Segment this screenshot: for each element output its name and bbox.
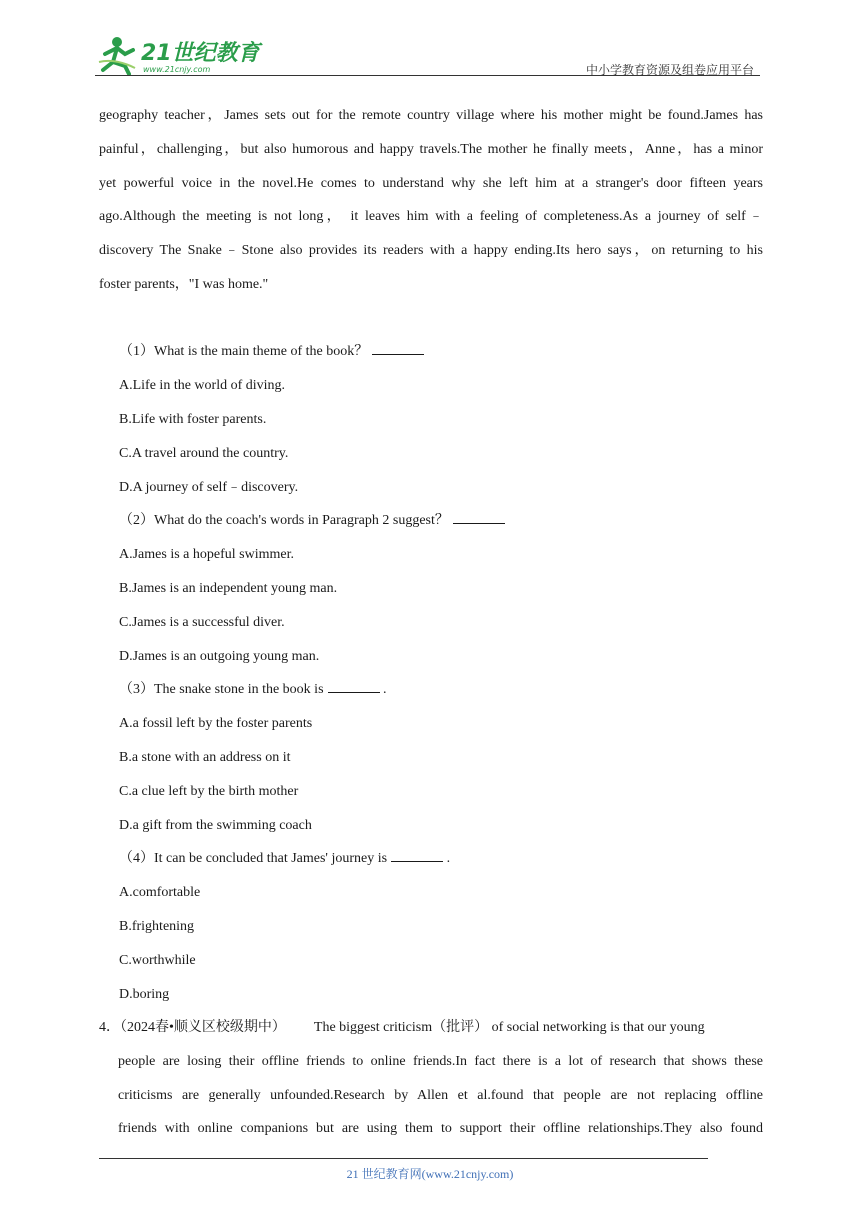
- header-divider: [95, 75, 760, 76]
- answer-blank[interactable]: [372, 342, 424, 355]
- passage-line: ago.Although the meeting is not long， it leaves him with a feeling of completeness.As a journey of self﹣: [99, 209, 763, 225]
- platform-tagline: 中小学教育资源及组卷应用平台: [585, 63, 754, 77]
- question-2-option-a[interactable]: A.James is a hopeful swimmer.: [119, 547, 294, 562]
- passage-line: discovery The Snake﹣Stone also provides its readers with a happy ending.Its hero says，on returning to his: [99, 243, 763, 259]
- question-2-option-b[interactable]: B.James is an independent young man.: [119, 581, 338, 596]
- passage-4-line: criticisms are generally unfounded.Research by Allen et al.found that people are not replacing offline: [118, 1087, 763, 1103]
- question-4-option-b[interactable]: B.frightening: [119, 919, 195, 934]
- question-1-stem: （1）What is the main theme of the book？: [119, 342, 424, 362]
- question-3-stem: （3）The snake stone in the book is .: [119, 682, 387, 697]
- question-3-option-b[interactable]: B.a stone with an address on it: [119, 750, 291, 765]
- logo-title: 21世纪教育: [141, 41, 260, 66]
- passage-4-line: friends with online companions but are using them to support their offline relationships.They also found: [118, 1121, 763, 1137]
- site-logo: [95, 32, 265, 76]
- page-header: [95, 32, 760, 78]
- answer-blank[interactable]: [328, 680, 380, 693]
- question-2-option-d[interactable]: D.James is an outgoing young man.: [119, 649, 320, 664]
- logo-graphic: [95, 32, 265, 76]
- footer-divider: [99, 1158, 708, 1159]
- logo-url: www.21cnjy.com: [143, 65, 211, 74]
- question-1-option-b[interactable]: B.Life with foster parents.: [119, 412, 267, 427]
- question-3-option-a[interactable]: A.a fossil left by the foster parents: [119, 716, 313, 731]
- question-source: （2024春•顺义区校级期中）: [120, 1020, 286, 1035]
- question-4-option-d[interactable]: D.boring: [119, 987, 170, 1002]
- question-2-stem: （2）What do the coach's words in Paragraph 2 suggest？: [119, 511, 505, 531]
- passage-text: [99, 99, 763, 302]
- passage-line: geography teacher，James sets out for the remote country village where his mother might be found.James has: [99, 108, 763, 123]
- question-number: 4．: [99, 1020, 120, 1035]
- question-3-option-d[interactable]: D.a gift from the swimming coach: [119, 818, 312, 833]
- question-1-option-a[interactable]: A.Life in the world of diving.: [119, 378, 286, 393]
- question-1-option-c[interactable]: C.A travel around the country.: [119, 446, 289, 461]
- passage-line: painful，challenging，but also humorous and happy travels.The mother he finally meets，Anne，has a minor: [99, 141, 763, 157]
- answer-blank[interactable]: [453, 511, 505, 524]
- passage-4-line: people are losing their offline friends to online friends.In fact there is a lot of research that shows these: [118, 1053, 763, 1069]
- passage-4-line: 4．（2024春•顺义区校级期中） The biggest criticism（批评） of social networking is that our young: [99, 1020, 705, 1035]
- passage-4: [99, 1011, 763, 1146]
- question-4-option-c[interactable]: C.worthwhile: [119, 953, 196, 968]
- passage-line: yet powerful voice in the novel.He comes to understand why she left him at a stranger's door fifteen years: [99, 175, 763, 191]
- answer-blank[interactable]: [391, 849, 443, 862]
- question-3-option-c[interactable]: C.a clue left by the birth mother: [119, 784, 299, 799]
- question-4-option-a[interactable]: A.comfortable: [119, 885, 201, 900]
- question-1-option-d[interactable]: D.A journey of self﹣discovery.: [119, 480, 299, 495]
- footer-link[interactable]: 21 世纪教育网(www.21cnjy.com): [346, 1167, 514, 1181]
- question-4-stem: （4）It can be concluded that James' journey is .: [119, 851, 451, 866]
- question-2-option-c[interactable]: C.James is a successful diver.: [119, 615, 285, 630]
- passage-line: foster parents，"I was home.": [99, 276, 269, 292]
